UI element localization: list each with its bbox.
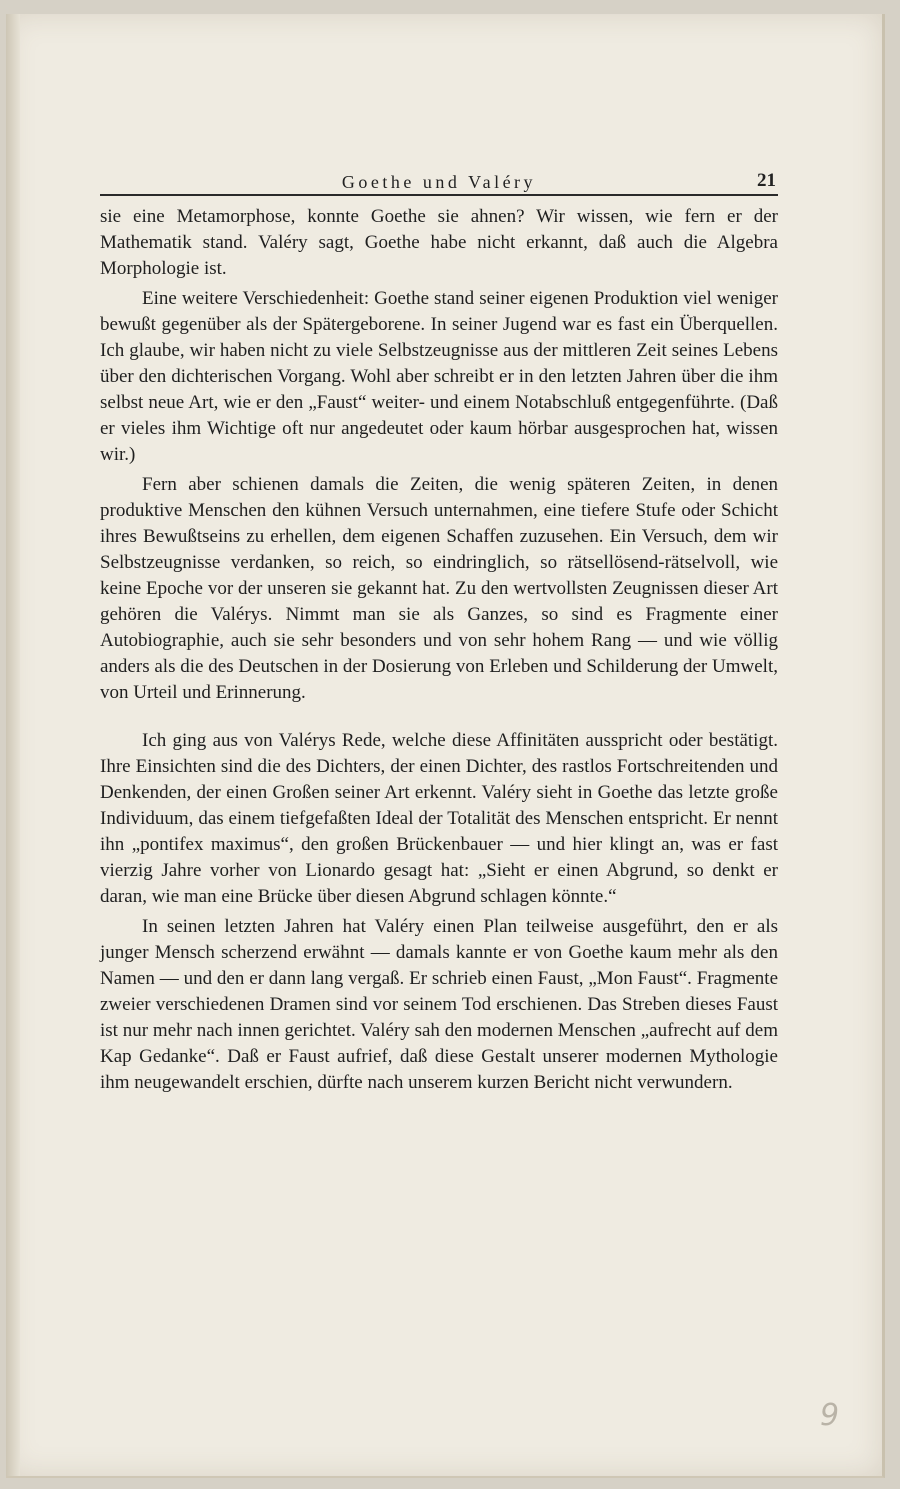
- body-text: [100, 204, 778, 1100]
- page-fold-shadow: [6, 14, 20, 1476]
- pencil-margin-note: 9: [820, 1398, 840, 1433]
- paragraph: In seinen letzten Jahren hat Valéry einen Plan teilweise ausgeführt, den er als junger Mensch scherzend erwähnt — damals kannte er von Goethe kaum mehr als den Namen — und den er dann lang vergaß. Er schrieb einen Faust, „Mon Faust“. Fragmente zweier verschiedenen Dramen sind vor seinem Tod erschienen. Das Streben dieses Faust ist nur mehr nach innen gerichtet. Valéry sah den modernen Menschen „aufrecht auf dem Kap Gedanke“. Daß er Faust aufrief, daß diese Gestalt unserer modernen Mythologie ihm neugewandelt erschien, dürfte nach unserem kurzen Bericht nicht verwundern.: [100, 916, 778, 1093]
- paragraph: Ich ging aus von Valérys Rede, welche diese Affinitäten ausspricht oder bestätigt. Ihre Einsichten sind die des Dichters, der einen Dichter, des rastlos Fortschreitenden und Denkenden, der einen Großen seiner Art erkennt. Valéry sieht in Goethe das letzte große Individuum, das einem tiefgefaßten Ideal der Totalität des Menschen entspricht. Er nennt ihn „pontifex maximus“, den großen Brückenbauer — und hier klingt an, was er fast vierzig Jahre vorher von Lionardo gesagt hat: „Sieht er einen Abgrund, so denkt er daran, wie man eine Brücke über diesen Abgrund schlagen könnte.“: [100, 730, 778, 907]
- paragraph-continuation: sie eine Metamorphose, konnte Goethe sie ahnen? Wir wissen, wie fern er der Mathematik stand. Valéry sagt, Goethe habe nicht erkannt, daß auch die Algebra Morphologie ist.: [100, 206, 778, 279]
- running-header: [100, 170, 778, 196]
- running-title: Goethe und Valéry: [341, 172, 537, 192]
- paragraph: Fern aber schienen damals die Zeiten, die wenig späteren Zeiten, in denen produktive Menschen den kühnen Versuch unternahmen, eine tiefere Stufe oder Schicht ihres Bewußtseins zu erhellen, dem eigenen Schaffen zuzusehen. Ein Versuch, dem wir Selbstzeugnisse verdanken, so reich, so eindringlich, so rätsellösend-rätselvoll, wie keine Epoche vor der unseren sie gekannt hat. Zu den wertvollsten Zeugnissen dieser Art gehören die Valérys. Nimmt man sie als Ganzes, so sind es Fragmente einer Autobiographie, auch sie sehr besonders und von sehr hohem Rang — und wie völlig anders als die des Deutschen in der Dosierung von Erleben und Schilderung der Umwelt, von Urteil und Erinnerung.: [100, 474, 778, 703]
- paragraph: Eine weitere Verschiedenheit: Goethe stand seiner eigenen Produktion viel weniger bewußt gegenüber als der Spätergeborene. In seiner Jugend war es fast ein Überquellen. Ich glaube, wir haben nicht zu viele Selbstzeugnisse aus der mittleren Zeit seines Lebens über den dichterischen Vorgang. Wohl aber schreibt er in den letzten Jahren über die ihm selbst neue Art, wie er den „Faust“ weiter- und einem Notabschluß entgegenführte. (Daß er vieles ihm Wichtige oft nur angedeutet oder kaum hörbar ausgesprochen hat, wissen wir.): [100, 288, 778, 465]
- page-number: 21: [757, 170, 776, 191]
